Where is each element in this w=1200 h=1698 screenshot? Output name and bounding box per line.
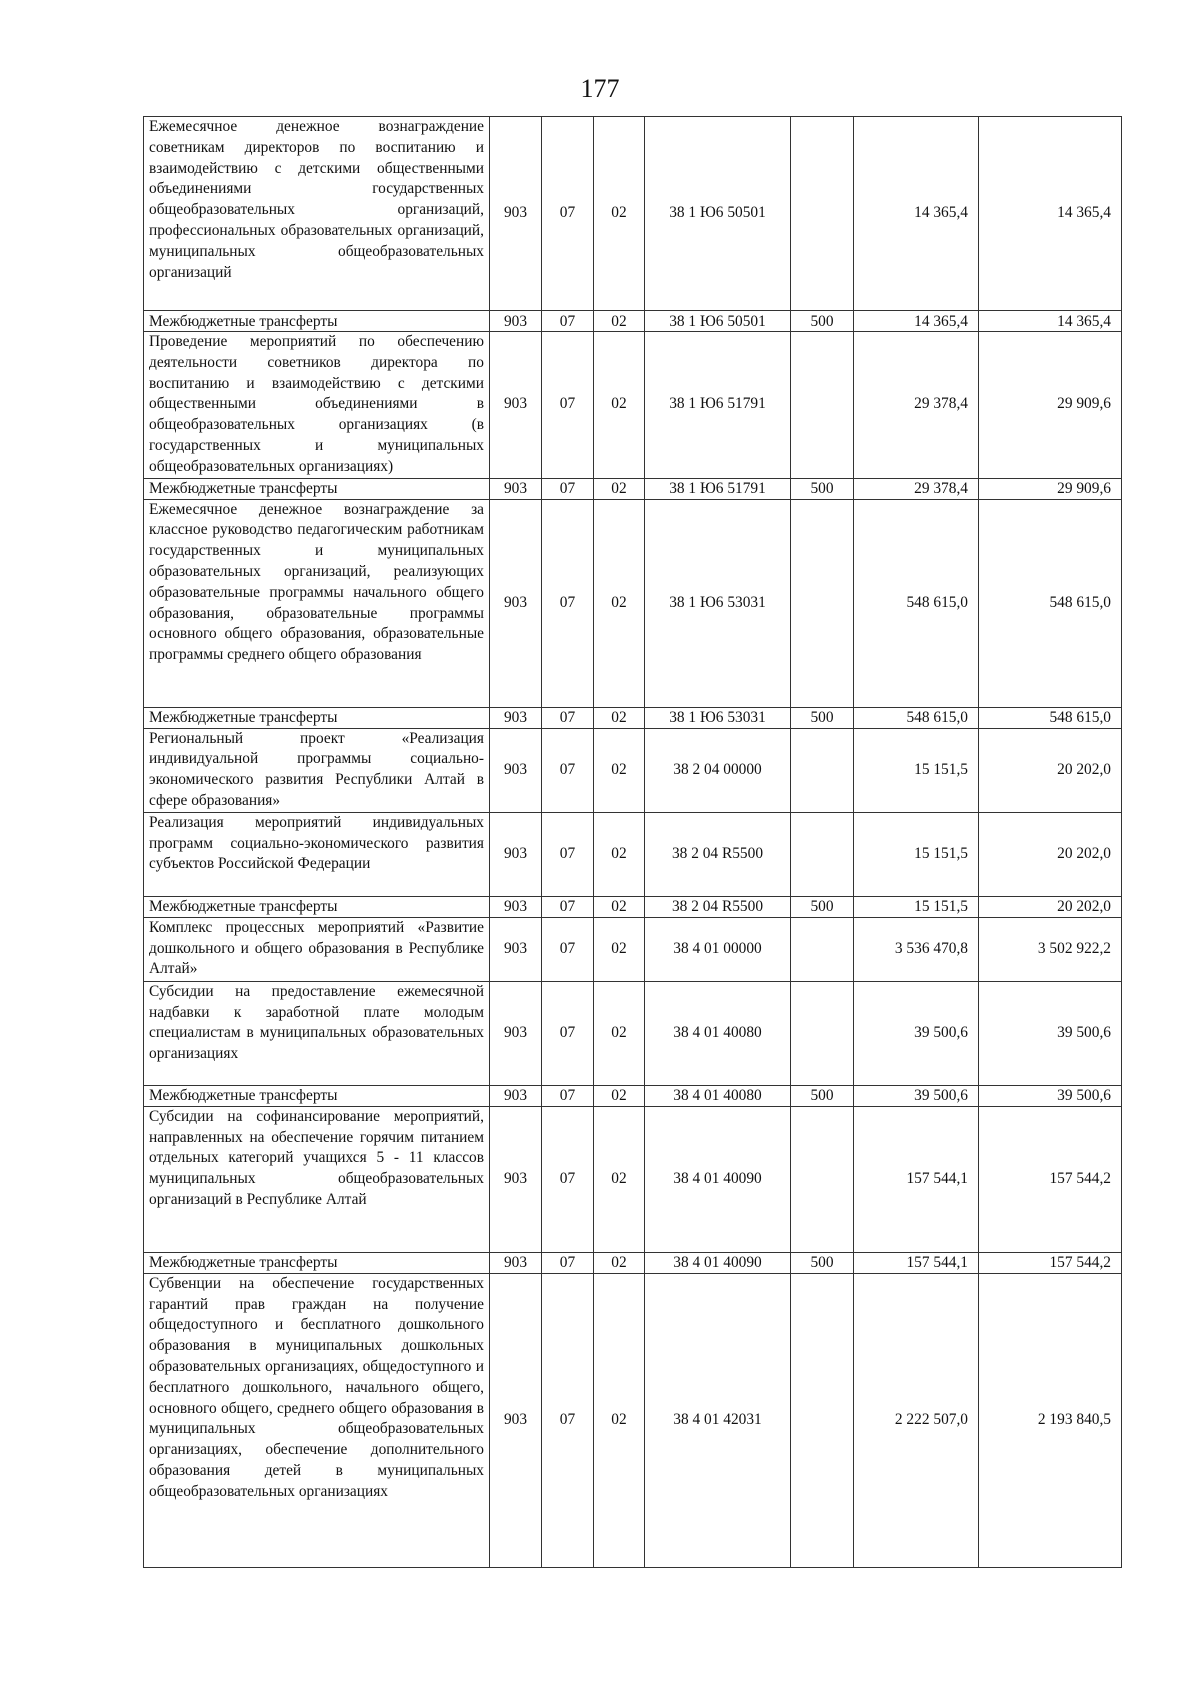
cell-grbs: 903	[490, 707, 542, 728]
cell-expense-type: 500	[791, 478, 854, 499]
table-row	[144, 117, 1122, 311]
cell-target-article: 38 1 Ю6 53031	[645, 707, 791, 728]
cell-section: 07	[542, 728, 594, 812]
cell-sum-1: 2 222 507,0	[854, 1273, 979, 1567]
row-name: Межбюджетные трансферты	[144, 478, 490, 499]
cell-sum-1: 157 544,1	[854, 1252, 979, 1273]
cell-grbs: 903	[490, 332, 542, 479]
cell-sum-1: 157 544,1	[854, 1106, 979, 1252]
cell-sum-2: 20 202,0	[979, 728, 1122, 812]
cell-grbs: 903	[490, 981, 542, 1085]
row-name: Субвенции на обеспечение государственных гарантий прав граждан на получение общедоступного и бесплатного дошкольного образования в муниципальных дошкольных образовательных организациях, общедоступного и бесплатного дошкольного, начального общего, основного общего, среднего общего образования в муниципальных общеобразовательных организациях, обеспечение дополнительного образования детей в муниципальных общеобразовательных организациях	[144, 1273, 490, 1567]
cell-sum-1: 39 500,6	[854, 1085, 979, 1106]
budget-table	[143, 116, 1122, 1568]
cell-sum-2: 3 502 922,2	[979, 917, 1122, 981]
row-name: Комплекс процессных мероприятий «Развитие дошкольного и общего образования в Республике Алтай»	[144, 917, 490, 981]
row-name: Региональный проект «Реализация индивидуальной программы социально-экономического развития Республики Алтай в сфере образования»	[144, 728, 490, 812]
cell-grbs: 903	[490, 1085, 542, 1106]
cell-target-article: 38 4 01 40090	[645, 1106, 791, 1252]
cell-sum-2: 14 365,4	[979, 311, 1122, 332]
cell-sum-2: 39 500,6	[979, 981, 1122, 1085]
cell-target-article: 38 4 01 40090	[645, 1252, 791, 1273]
cell-subsection: 02	[594, 117, 645, 311]
cell-sum-2: 29 909,6	[979, 478, 1122, 499]
cell-sum-1: 29 378,4	[854, 478, 979, 499]
cell-section: 07	[542, 812, 594, 896]
cell-target-article: 38 1 Ю6 53031	[645, 499, 791, 707]
cell-section: 07	[542, 981, 594, 1085]
cell-target-article: 38 1 Ю6 50501	[645, 117, 791, 311]
cell-subsection: 02	[594, 1273, 645, 1567]
table-row	[144, 728, 1122, 812]
cell-expense-type	[791, 981, 854, 1085]
cell-sum-2: 157 544,2	[979, 1106, 1122, 1252]
cell-grbs: 903	[490, 1106, 542, 1252]
cell-section: 07	[542, 1085, 594, 1106]
row-name: Межбюджетные трансферты	[144, 896, 490, 917]
cell-target-article: 38 2 04 R5500	[645, 896, 791, 917]
cell-subsection: 02	[594, 707, 645, 728]
cell-subsection: 02	[594, 332, 645, 479]
cell-grbs: 903	[490, 896, 542, 917]
page-number: 177	[580, 74, 620, 103]
table-row	[144, 1252, 1122, 1273]
table-row	[144, 499, 1122, 707]
cell-expense-type: 500	[791, 896, 854, 917]
table-row	[144, 311, 1122, 332]
cell-expense-type: 500	[791, 1252, 854, 1273]
cell-subsection: 02	[594, 1085, 645, 1106]
cell-expense-type	[791, 1273, 854, 1567]
cell-sum-1: 15 151,5	[854, 812, 979, 896]
cell-subsection: 02	[594, 1252, 645, 1273]
cell-target-article: 38 4 01 00000	[645, 917, 791, 981]
cell-grbs: 903	[490, 311, 542, 332]
cell-target-article: 38 2 04 00000	[645, 728, 791, 812]
table-row	[144, 917, 1122, 981]
cell-sum-1: 14 365,4	[854, 117, 979, 311]
cell-grbs: 903	[490, 499, 542, 707]
cell-subsection: 02	[594, 478, 645, 499]
cell-grbs: 903	[490, 917, 542, 981]
cell-grbs: 903	[490, 1252, 542, 1273]
cell-grbs: 903	[490, 117, 542, 311]
cell-subsection: 02	[594, 311, 645, 332]
table-row	[144, 478, 1122, 499]
row-name: Проведение мероприятий по обеспечению деятельности советников директора по воспитанию и взаимодействию с детскими общественными объединениями в общеобразовательных организациях (в государственных и муниципальных общеобразовательных организациях)	[144, 332, 490, 479]
cell-sum-2: 14 365,4	[979, 117, 1122, 311]
cell-sum-1: 14 365,4	[854, 311, 979, 332]
cell-expense-type	[791, 812, 854, 896]
cell-target-article: 38 1 Ю6 51791	[645, 478, 791, 499]
row-name: Межбюджетные трансферты	[144, 311, 490, 332]
cell-section: 07	[542, 117, 594, 311]
cell-grbs: 903	[490, 1273, 542, 1567]
cell-sum-2: 39 500,6	[979, 1085, 1122, 1106]
cell-expense-type: 500	[791, 311, 854, 332]
table-row	[144, 332, 1122, 479]
cell-subsection: 02	[594, 981, 645, 1085]
cell-sum-1: 29 378,4	[854, 332, 979, 479]
cell-sum-1: 548 615,0	[854, 499, 979, 707]
table-row	[144, 896, 1122, 917]
cell-section: 07	[542, 1252, 594, 1273]
cell-sum-2: 20 202,0	[979, 812, 1122, 896]
cell-section: 07	[542, 311, 594, 332]
cell-target-article: 38 4 01 40080	[645, 981, 791, 1085]
cell-subsection: 02	[594, 728, 645, 812]
row-name: Ежемесячное денежное вознаграждение за классное руководство педагогическим работникам государственных и муниципальных образовательных организаций, реализующих образовательные программы начального общего образования, образовательные программы основного общего образования, образовательные программы среднего общего образования	[144, 499, 490, 707]
cell-expense-type	[791, 332, 854, 479]
cell-target-article: 38 1 Ю6 50501	[645, 311, 791, 332]
cell-section: 07	[542, 917, 594, 981]
cell-sum-2: 157 544,2	[979, 1252, 1122, 1273]
cell-expense-type: 500	[791, 1085, 854, 1106]
cell-subsection: 02	[594, 1106, 645, 1252]
table-row	[144, 1085, 1122, 1106]
cell-sum-1: 3 536 470,8	[854, 917, 979, 981]
row-name: Межбюджетные трансферты	[144, 707, 490, 728]
table-row	[144, 981, 1122, 1085]
row-name: Реализация мероприятий индивидуальных программ социально-экономического развития субъектов Российской Федерации	[144, 812, 490, 896]
cell-section: 07	[542, 1106, 594, 1252]
cell-sum-2: 548 615,0	[979, 707, 1122, 728]
cell-grbs: 903	[490, 728, 542, 812]
table-row	[144, 1273, 1122, 1567]
cell-expense-type	[791, 917, 854, 981]
cell-subsection: 02	[594, 917, 645, 981]
cell-sum-2: 548 615,0	[979, 499, 1122, 707]
row-name: Субсидии на предоставление ежемесячной надбавки к заработной плате молодым специалистам в муниципальных образовательных организациях	[144, 981, 490, 1085]
cell-expense-type	[791, 728, 854, 812]
cell-sum-1: 15 151,5	[854, 728, 979, 812]
cell-section: 07	[542, 1273, 594, 1567]
cell-sum-1: 15 151,5	[854, 896, 979, 917]
row-name: Межбюджетные трансферты	[144, 1252, 490, 1273]
cell-section: 07	[542, 478, 594, 499]
cell-subsection: 02	[594, 896, 645, 917]
cell-expense-type	[791, 1106, 854, 1252]
table-row	[144, 1106, 1122, 1252]
table-row	[144, 707, 1122, 728]
table-row	[144, 812, 1122, 896]
cell-sum-2: 20 202,0	[979, 896, 1122, 917]
cell-target-article: 38 1 Ю6 51791	[645, 332, 791, 479]
cell-subsection: 02	[594, 812, 645, 896]
cell-subsection: 02	[594, 499, 645, 707]
cell-sum-2: 29 909,6	[979, 332, 1122, 479]
row-name: Субсидии на софинансирование мероприятий, направленных на обеспечение горячим питанием отдельных категорий учащихся 5 - 11 классов муниципальных общеобразовательных организаций в Республике Алтай	[144, 1106, 490, 1252]
cell-target-article: 38 2 04 R5500	[645, 812, 791, 896]
cell-sum-1: 548 615,0	[854, 707, 979, 728]
row-name: Ежемесячное денежное вознаграждение советникам директоров по воспитанию и взаимодействию с детскими общественными объединениями государственных общеобразовательных организаций, профессиональных образовательных организаций, муниципальных общеобразовательных организаций	[144, 117, 490, 311]
cell-section: 07	[542, 499, 594, 707]
cell-expense-type	[791, 499, 854, 707]
cell-section: 07	[542, 332, 594, 479]
cell-section: 07	[542, 707, 594, 728]
row-name: Межбюджетные трансферты	[144, 1085, 490, 1106]
cell-sum-1: 39 500,6	[854, 981, 979, 1085]
cell-target-article: 38 4 01 42031	[645, 1273, 791, 1567]
cell-target-article: 38 4 01 40080	[645, 1085, 791, 1106]
cell-grbs: 903	[490, 812, 542, 896]
cell-section: 07	[542, 896, 594, 917]
cell-grbs: 903	[490, 478, 542, 499]
cell-sum-2: 2 193 840,5	[979, 1273, 1122, 1567]
cell-expense-type	[791, 117, 854, 311]
cell-expense-type: 500	[791, 707, 854, 728]
